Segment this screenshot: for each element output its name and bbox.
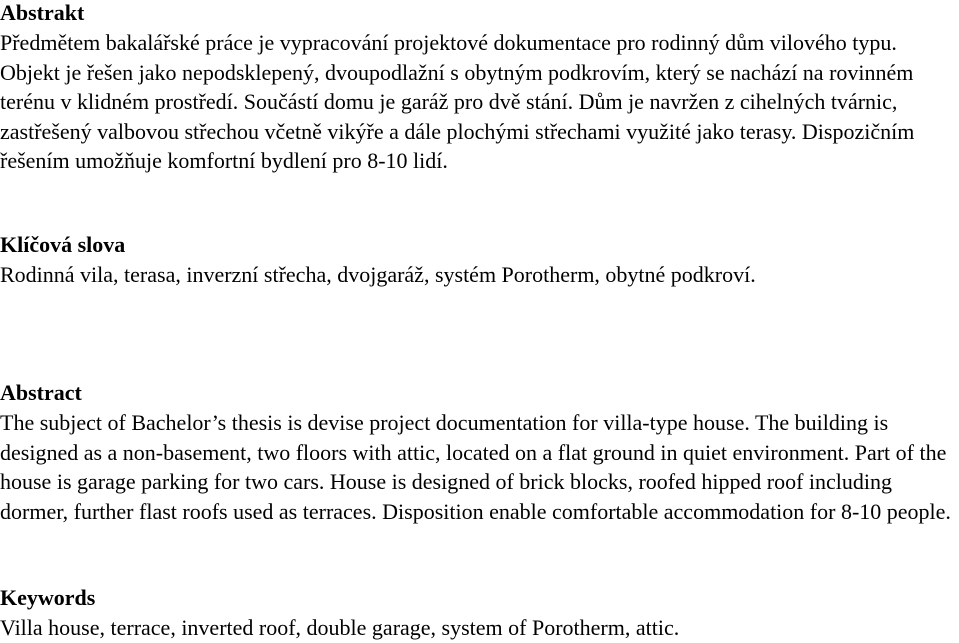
english-abstract-heading: Abstract [0,380,82,405]
czech-keywords-text: Rodinná vila, terasa, inverzní střecha, dvojgaráž, systém Porotherm, obytné podkroví. [0,262,756,287]
czech-abstract-section [0,0,955,176]
english-keywords-heading: Keywords [0,585,96,610]
english-abstract-text: The subject of Bachelor’s thesis is devise project documentation for villa-type house. The building is designed as a non-basement, two floors with attic, located on a flat ground in quiet environment. Part of the house is garage parking for two cars. House is designed of brick blocks, roofed hipped roof including dormer, further flast roofs used as terraces. Disposition enable comfortable accommodation for 8-10 people. [0,410,951,524]
english-keywords-text: Villa house, terrace, inverted roof, double garage, system of Porotherm, attic. [0,615,680,640]
english-abstract-section [0,378,955,526]
czech-keywords-section [0,230,955,290]
czech-abstract-heading: Abstrakt [0,0,85,25]
czech-keywords-heading: Klíčová slova [0,232,126,257]
english-keywords-section [0,583,955,643]
czech-abstract-text: Předmětem bakalářské práce je vypracování projektové dokumentace pro rodinný dům vilového typu. Objekt je řešen jako nepodsklepený, dvoupodlažní s obytným podkrovím, který se nachází na rovinném terénu v klidném prostředí. Součástí domu je garáž pro dvě stání. Dům je navržen z cihelných tvárnic, zastřešený valbovou střechou včetně vikýře a dále plochými střechami využité jako terasy. Dispozičním řešením umožňuje komfortní bydlení pro 8-10 lidí. [0,30,915,173]
